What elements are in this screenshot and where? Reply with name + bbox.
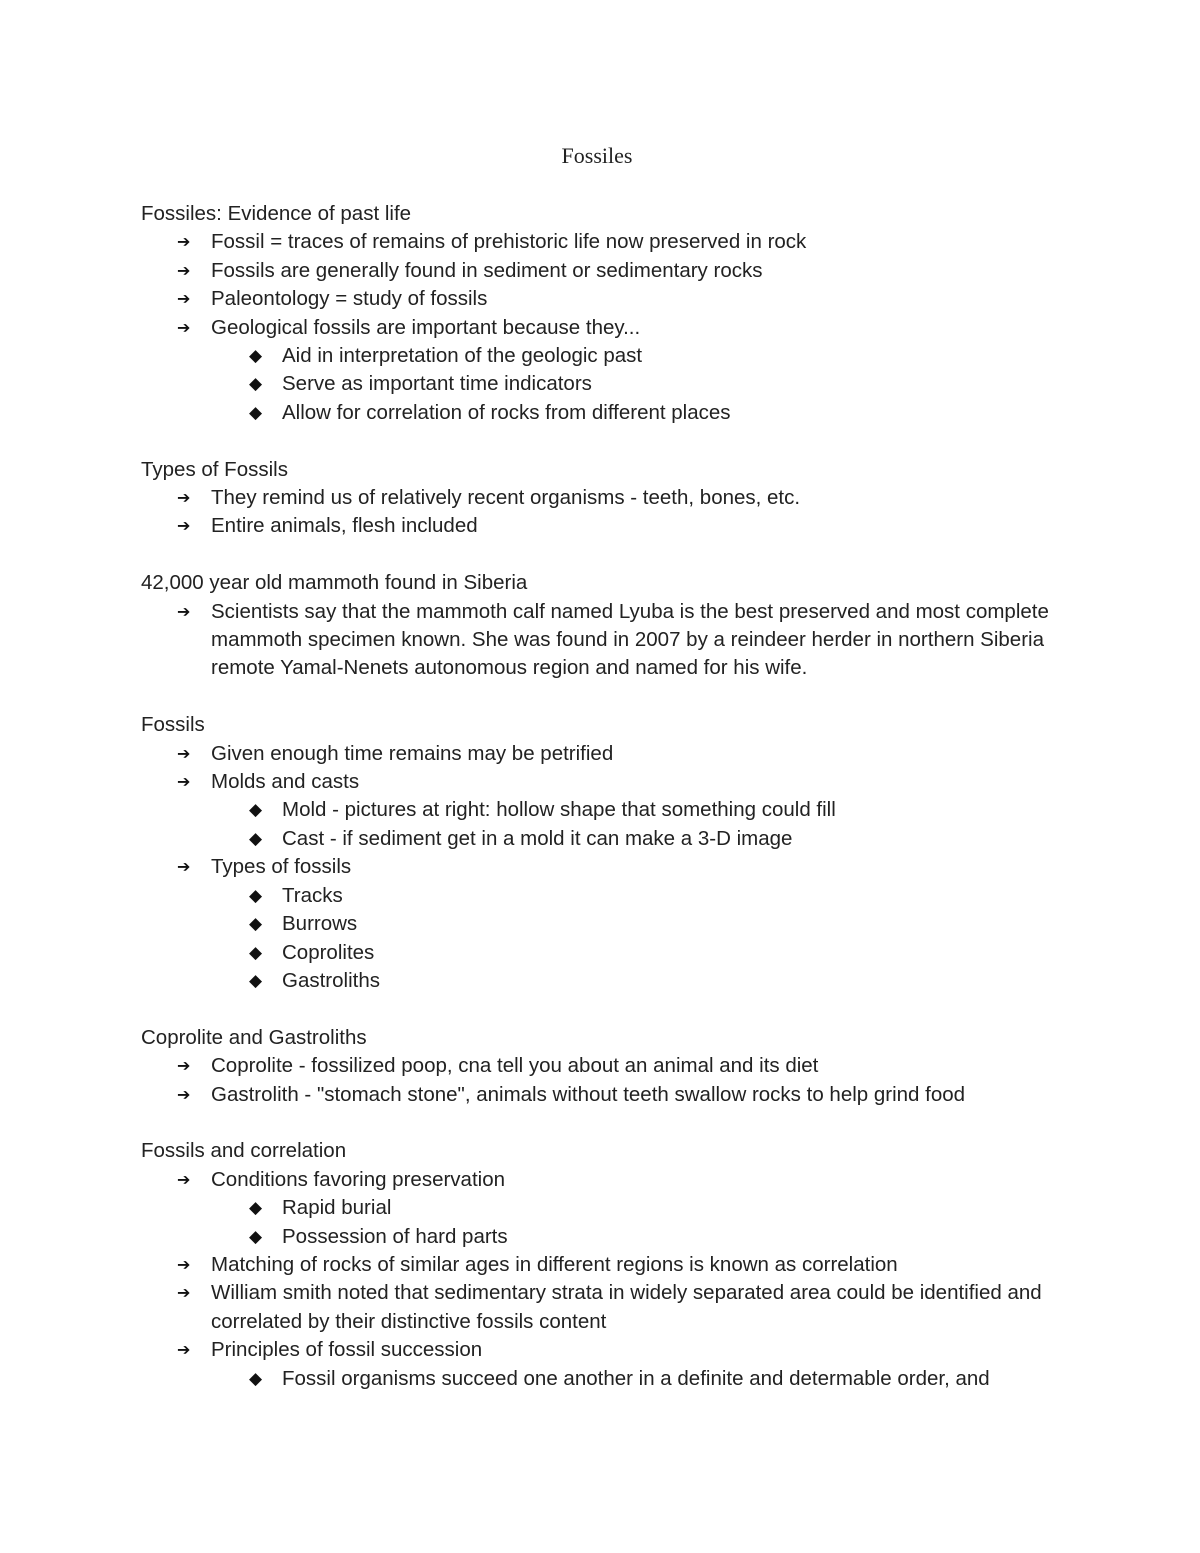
list-item	[177, 1081, 1061, 1109]
list-item	[177, 853, 1061, 995]
document-body	[141, 200, 1061, 1393]
diamond-bullet-icon: ◆	[249, 346, 263, 367]
list-item-text: Allow for correlation of rocks from different places	[282, 400, 731, 424]
diamond-bullet-icon: ◆	[249, 402, 263, 423]
sub-list-item	[249, 910, 1061, 938]
arrow-bullet-icon: ➔	[177, 743, 191, 763]
document-title: Fossiles	[561, 143, 633, 168]
arrow-bullet-icon: ➔	[177, 317, 191, 337]
list-item-text: Coprolites	[282, 940, 375, 964]
list-item-text: Fossil organisms succeed one another in a definite and determable order, and	[282, 1366, 990, 1390]
list-item-text: Rapid burial	[282, 1196, 392, 1220]
arrow-bullet-icon: ➔	[177, 1169, 191, 1189]
sub-list-item	[249, 1223, 1061, 1251]
section-heading: Fossiles: Evidence of past life	[141, 202, 412, 225]
list-item	[177, 228, 1061, 256]
list-item-text: Serve as important time indicators	[282, 372, 592, 396]
sub-list-item	[249, 796, 1061, 824]
list-item	[177, 314, 1061, 428]
diamond-bullet-icon: ◆	[249, 970, 263, 991]
arrow-bullet-icon: ➔	[177, 601, 191, 621]
sub-list-item	[249, 967, 1061, 995]
sub-bullet-list	[211, 1365, 1061, 1393]
section-heading: 42,000 year old mammoth found in Siberia	[141, 571, 528, 595]
list-item-text: Gastroliths	[282, 968, 380, 992]
bullet-list	[141, 598, 1061, 683]
list-item-text: Cast - if sediment get in a mold it can make a 3-D image	[282, 826, 793, 850]
list-item-text: Given enough time remains may be petrified	[211, 741, 614, 765]
arrow-bullet-icon: ➔	[177, 772, 191, 792]
paragraph-spacer	[141, 427, 1061, 455]
paragraph-spacer	[141, 995, 1061, 1023]
arrow-bullet-icon: ➔	[177, 1056, 191, 1076]
list-item	[177, 484, 1061, 512]
arrow-bullet-icon: ➔	[177, 232, 191, 252]
list-item-text: Possession of hard parts	[282, 1224, 508, 1248]
sub-bullet-list	[211, 882, 1061, 996]
list-item-text: Molds and casts	[211, 770, 360, 794]
list-item-text: Principles of fossil succession	[211, 1338, 483, 1362]
diamond-bullet-icon: ◆	[249, 800, 263, 821]
list-item-text: Entire animals, flesh included	[211, 514, 478, 538]
bullet-list	[141, 1052, 1061, 1109]
diamond-bullet-icon: ◆	[249, 1368, 263, 1389]
list-item-text: Coprolite - fossilized poop, cna tell you about an animal and its diet	[211, 1054, 819, 1078]
diamond-bullet-icon: ◆	[249, 942, 263, 963]
sub-list-item	[249, 370, 1061, 398]
sub-list-item	[249, 882, 1061, 910]
diamond-bullet-icon: ◆	[249, 828, 263, 849]
bullet-list	[141, 484, 1061, 541]
list-item-text: Gastrolith - "stomach stone", animals without teeth swallow rocks to help grind food	[211, 1082, 966, 1106]
sub-list-item	[249, 825, 1061, 853]
sub-list-item	[249, 1194, 1061, 1222]
list-item-text: Types of fossils	[211, 855, 352, 879]
list-item	[177, 257, 1061, 285]
diamond-bullet-icon: ◆	[249, 374, 263, 395]
section-types-of-fossils	[141, 456, 1061, 541]
list-item-text: Scientists say that the mammoth calf named Lyuba is the best preserved and most complete mammoth specimen known. She was found in 2007 by a reindeer herder in northern Siberia remote Yamal-Nenets autonomous region and named for his wife.	[211, 599, 1049, 680]
sub-bullet-list	[211, 1194, 1061, 1251]
arrow-bullet-icon: ➔	[177, 1254, 191, 1274]
list-item-text: Conditions favoring preservation	[211, 1167, 505, 1191]
list-item-text: Geological fossils are important because they...	[211, 315, 641, 339]
list-item	[177, 740, 1061, 768]
sub-list-item	[249, 1365, 1061, 1393]
bullet-list	[141, 740, 1061, 996]
list-item-text: They remind us of relatively recent organisms - teeth, bones, etc.	[211, 486, 801, 510]
section-heading: Fossils and correlation	[141, 1139, 347, 1163]
diamond-bullet-icon: ◆	[249, 914, 263, 935]
section-heading: Fossils	[141, 713, 205, 737]
list-item-text: Tracks	[282, 883, 343, 907]
section-heading: Coprolite and Gastroliths	[141, 1025, 367, 1049]
list-item-text: William smith noted that sedimentary strata in widely separated area could be identified and correlated by their distinctive fossils content	[211, 1281, 1042, 1333]
arrow-bullet-icon: ➔	[177, 488, 191, 508]
arrow-bullet-icon: ➔	[177, 857, 191, 877]
section-fossils-and-correlation	[141, 1137, 1061, 1393]
list-item	[177, 1279, 1061, 1336]
arrow-bullet-icon: ➔	[177, 260, 191, 280]
section-heading: Types of Fossils	[141, 457, 288, 481]
section-evidence-of-past-life	[141, 200, 1061, 427]
paragraph-spacer	[141, 1109, 1061, 1137]
list-item-text: Fossils are generally found in sediment or sedimentary rocks	[211, 258, 763, 282]
paragraph-spacer	[141, 683, 1061, 711]
list-item	[177, 1052, 1061, 1080]
diamond-bullet-icon: ◆	[249, 1226, 263, 1247]
list-item	[177, 512, 1061, 540]
paragraph-spacer	[141, 541, 1061, 569]
sub-list-item	[249, 939, 1061, 967]
bullet-list	[141, 228, 1061, 427]
sub-list-item	[249, 399, 1061, 427]
list-item	[177, 285, 1061, 313]
list-item	[177, 598, 1061, 683]
arrow-bullet-icon: ➔	[177, 289, 191, 309]
list-item	[177, 1336, 1061, 1393]
sub-bullet-list	[211, 342, 1061, 427]
list-item-text: Aid in interpretation of the geologic past	[282, 344, 643, 368]
arrow-bullet-icon: ➔	[177, 1084, 191, 1104]
list-item-text: Mold - pictures at right: hollow shape that something could fill	[282, 798, 836, 822]
list-item-text: Matching of rocks of similar ages in different regions is known as correlation	[211, 1252, 898, 1276]
list-item-text: Burrows	[282, 912, 358, 936]
section-mammoth-siberia	[141, 569, 1061, 683]
list-item	[177, 768, 1061, 853]
section-coprolite-gastroliths	[141, 1024, 1061, 1109]
arrow-bullet-icon: ➔	[177, 1340, 191, 1360]
arrow-bullet-icon: ➔	[177, 1283, 191, 1303]
bullet-list	[141, 1166, 1061, 1393]
list-item-text: Fossil = traces of remains of prehistoric life now preserved in rock	[211, 230, 807, 254]
list-item	[177, 1166, 1061, 1251]
diamond-bullet-icon: ◆	[249, 1198, 263, 1219]
sub-bullet-list	[211, 796, 1061, 853]
sub-list-item	[249, 342, 1061, 370]
arrow-bullet-icon: ➔	[177, 516, 191, 536]
diamond-bullet-icon: ◆	[249, 885, 263, 906]
section-fossils	[141, 711, 1061, 995]
list-item-text: Paleontology = study of fossils	[211, 287, 488, 311]
list-item	[177, 1251, 1061, 1279]
